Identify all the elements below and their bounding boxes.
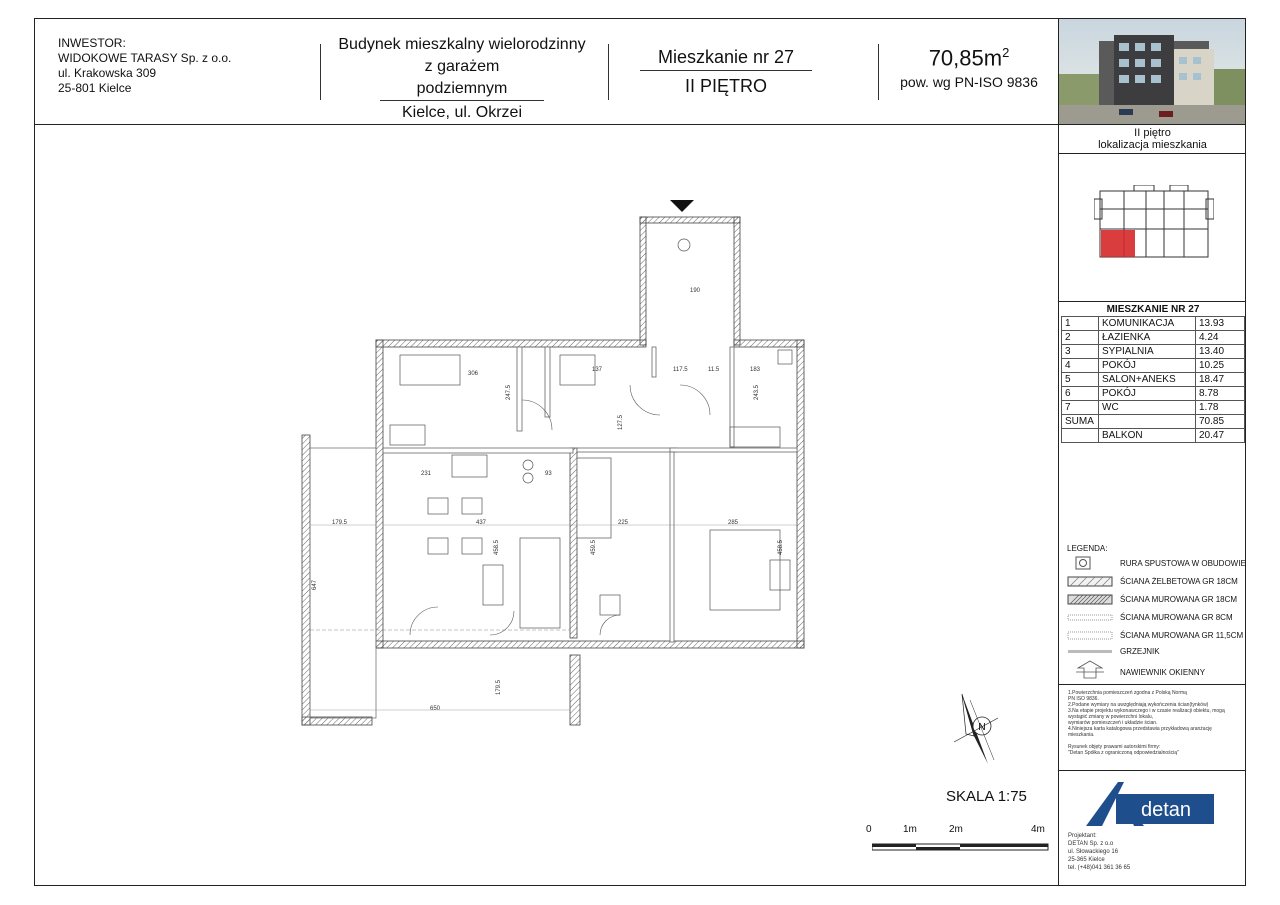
legend-label: GRZEJNIK: [1120, 647, 1160, 656]
units-cell-name: KOMUNIKACJA: [1099, 317, 1196, 331]
units-cell-no: 4: [1062, 359, 1099, 373]
svg-text:437: 437: [476, 520, 487, 526]
units-table-row: [1062, 429, 1245, 443]
designer-phone: tel. (+48)041 361 36 65: [1068, 865, 1131, 871]
location-caption: [1059, 127, 1246, 151]
scale-label: SKALA 1:75: [946, 788, 1027, 805]
note-line: mieszkania.: [1068, 732, 1095, 738]
svg-text:458.5: 458.5: [778, 539, 784, 555]
investor-name: WIDOKOWE TARASY Sp. z o.o.: [58, 51, 232, 65]
units-cell-name: POKÓJ: [1099, 387, 1196, 401]
svg-text:285: 285: [728, 520, 739, 526]
units-cell-area: 1.78: [1196, 401, 1245, 415]
svg-text:127.5: 127.5: [618, 414, 624, 430]
units-cell-area: 10.25: [1196, 359, 1245, 373]
legend-item: [1066, 660, 1246, 682]
header-separator: [878, 44, 879, 100]
compass-letter: N: [978, 722, 986, 733]
units-table-grid: [1061, 316, 1245, 443]
window-vent-icon: [1066, 660, 1116, 680]
area-value: [884, 38, 1054, 73]
apartment-highlight: [1101, 230, 1135, 257]
svg-text:247.5: 247.5: [506, 384, 512, 400]
keyplan-divider: [1059, 301, 1246, 302]
scale-tick: 0: [866, 824, 872, 835]
designer-city: 25-365 Kielce: [1068, 857, 1105, 863]
units-table-row: [1062, 345, 1245, 359]
location-divider: [1059, 153, 1246, 154]
legend-item: [1066, 610, 1246, 628]
scale-tick: 1m: [903, 824, 917, 835]
units-table-row: [1062, 359, 1245, 373]
detan-logo: [1086, 780, 1216, 835]
units-cell-name: [1099, 415, 1196, 429]
area-number: 70,85m: [928, 45, 1003, 71]
note-line: 3.Na etapie projektu wykonawczego i w czasie realizacji obiektu, mogą: [1068, 708, 1225, 714]
legend-divider: [1059, 684, 1246, 685]
units-cell-no: 7: [1062, 401, 1099, 415]
area-block: [884, 38, 1054, 91]
units-cell-area: 18.47: [1196, 373, 1245, 387]
units-cell-area: 8.78: [1196, 387, 1245, 401]
svg-text:243.5: 243.5: [754, 384, 760, 400]
legend-label: NAWIEWNIK OKIENNY: [1120, 668, 1206, 677]
units-table-row: [1062, 331, 1245, 345]
units-cell-no: 5: [1062, 373, 1099, 387]
svg-text:93: 93: [545, 471, 552, 477]
note-line: PN ISO 9836.: [1068, 696, 1099, 702]
note-line: wymiarów pomieszczeń i układzie ścian.: [1068, 720, 1158, 726]
building-block: [322, 34, 602, 125]
legend-item: [1066, 628, 1246, 646]
masonry-wall-18-icon: [1066, 592, 1116, 606]
designer-name: DETAN Sp. z o.o: [1068, 841, 1114, 847]
svg-text:231: 231: [421, 471, 432, 477]
masonry-wall-8-icon: [1066, 610, 1116, 624]
legend-label: ŚCIANA MUROWANA GR 11,5CM: [1120, 631, 1244, 640]
units-cell-area: 20.47: [1196, 429, 1245, 443]
note-line: 4.Niniejsza karta katalogowa przedstawia przykładową aranżację: [1068, 726, 1212, 732]
svg-text:183: 183: [750, 367, 761, 373]
units-cell-no: 1: [1062, 317, 1099, 331]
location-line1: II piętro: [1134, 127, 1171, 139]
apartment-title: Mieszkanie nr 27: [640, 44, 812, 71]
units-table-title: MIESZKANIE NR 27: [1106, 304, 1200, 315]
note-line: wystąpić zmiany w powierzchni lokalu,: [1068, 714, 1154, 720]
legend-item: [1066, 556, 1246, 574]
units-cell-no: [1062, 429, 1099, 443]
units-cell-area: 13.40: [1196, 345, 1245, 359]
notes-block: [1068, 690, 1243, 756]
svg-text:179.5: 179.5: [496, 679, 502, 695]
svg-text:306: 306: [468, 371, 479, 377]
units-table-row: [1062, 401, 1245, 415]
drain-pipe-icon: [1066, 556, 1106, 570]
apartment-block: [640, 44, 812, 101]
scale-bar-graphic: [872, 842, 1052, 852]
units-table-row: [1062, 317, 1245, 331]
note-line: 1.Powierzchnia pomieszczeń zgodna z Polską Normą: [1068, 690, 1187, 696]
key-plan: [1094, 185, 1214, 270]
entry-marker: [670, 200, 694, 212]
designer-street: ul. Słowackiego 16: [1068, 849, 1119, 855]
units-table-row: [1062, 415, 1245, 429]
note-line: Rysunek objęty prawami autorskimi firmy:: [1068, 744, 1161, 750]
building-photo: [1059, 19, 1245, 124]
investor-label: INWESTOR:: [58, 36, 126, 50]
units-cell-name: SALON+ANEKS: [1099, 373, 1196, 387]
building-line2: z garażem podziemnym: [380, 56, 544, 101]
investor-street: ul. Krakowska 309: [58, 66, 157, 80]
units-cell-no: 2: [1062, 331, 1099, 345]
units-cell-area: 70.85: [1196, 415, 1245, 429]
units-cell-name: WC: [1099, 401, 1196, 415]
units-cell-area: 4.24: [1196, 331, 1245, 345]
notes-divider: [1059, 770, 1246, 771]
location-line2: lokalizacja mieszkania: [1098, 139, 1207, 151]
legend-label: ŚCIANA MUROWANA GR 18CM: [1120, 595, 1238, 604]
scale-tick: 4m: [1031, 824, 1045, 835]
svg-text:11.5: 11.5: [708, 367, 720, 373]
scale-bar: [866, 822, 1056, 856]
units-table-row: [1062, 387, 1245, 401]
apartment-floor: II PIĘTRO: [684, 76, 767, 96]
note-line: 2.Podane wymiary na uwzględniają wykończenia ścian(tynków): [1068, 702, 1209, 708]
svg-text:190: 190: [690, 288, 701, 294]
masonry-wall-11-icon: [1066, 628, 1116, 642]
note-line: "Detan Spółka z ograniczoną odpowiedzialnością": [1068, 750, 1179, 756]
units-cell-name: SYPIALNIA: [1099, 345, 1196, 359]
scale-tick: 2m: [949, 824, 963, 835]
legend-label: RURA SPUSTOWA W OBUDOWIE: [1120, 559, 1246, 568]
photo-divider: [1059, 124, 1246, 125]
header-separator: [320, 44, 321, 100]
units-table-row: [1062, 373, 1245, 387]
svg-text:650: 650: [430, 706, 441, 712]
floor-plan: [290, 190, 830, 740]
legend-item: [1066, 646, 1246, 660]
svg-text:117.5: 117.5: [673, 367, 688, 373]
area-unit-sup: 2: [1002, 45, 1010, 60]
investor-city: 25-801 Kielce: [58, 81, 132, 95]
svg-text:225: 225: [618, 520, 629, 526]
radiator-icon: [1066, 646, 1116, 658]
legend-item: [1066, 574, 1246, 592]
units-cell-no: 3: [1062, 345, 1099, 359]
legend-title: LEGENDA:: [1067, 544, 1108, 553]
investor-block: [58, 36, 231, 96]
logo-text: detan: [1140, 799, 1192, 821]
building-line1: Budynek mieszkalny wielorodzinny: [338, 36, 586, 53]
units-cell-no: 6: [1062, 387, 1099, 401]
units-cell-area: 13.93: [1196, 317, 1245, 331]
building-line3: Kielce, ul. Okrzei: [401, 104, 523, 121]
area-standard: pow. wg PN-ISO 9836: [900, 74, 1038, 91]
legend-label: ŚCIANA ŻELBETOWA GR 18CM: [1120, 577, 1238, 586]
units-table: [1061, 303, 1245, 443]
svg-text:459.5: 459.5: [591, 539, 597, 555]
designer-label: Projektant:: [1068, 833, 1097, 839]
header-separator: [608, 44, 609, 100]
legend-label: ŚCIANA MUROWANA GR 8CM: [1120, 613, 1233, 622]
svg-text:179.5: 179.5: [332, 520, 348, 526]
svg-text:137: 137: [592, 367, 603, 373]
svg-text:647: 647: [312, 579, 318, 590]
svg-text:458.5: 458.5: [494, 539, 500, 555]
units-cell-name: POKÓJ: [1099, 359, 1196, 373]
concrete-wall-icon: [1066, 574, 1116, 588]
units-cell-no: SUMA: [1062, 415, 1099, 429]
legend-item: [1066, 592, 1246, 610]
units-cell-name: BALKON: [1099, 429, 1196, 443]
designer-block: [1068, 832, 1130, 872]
units-cell-name: ŁAZIENKA: [1099, 331, 1196, 345]
north-arrow: [944, 690, 1004, 777]
legend: [1066, 556, 1246, 682]
